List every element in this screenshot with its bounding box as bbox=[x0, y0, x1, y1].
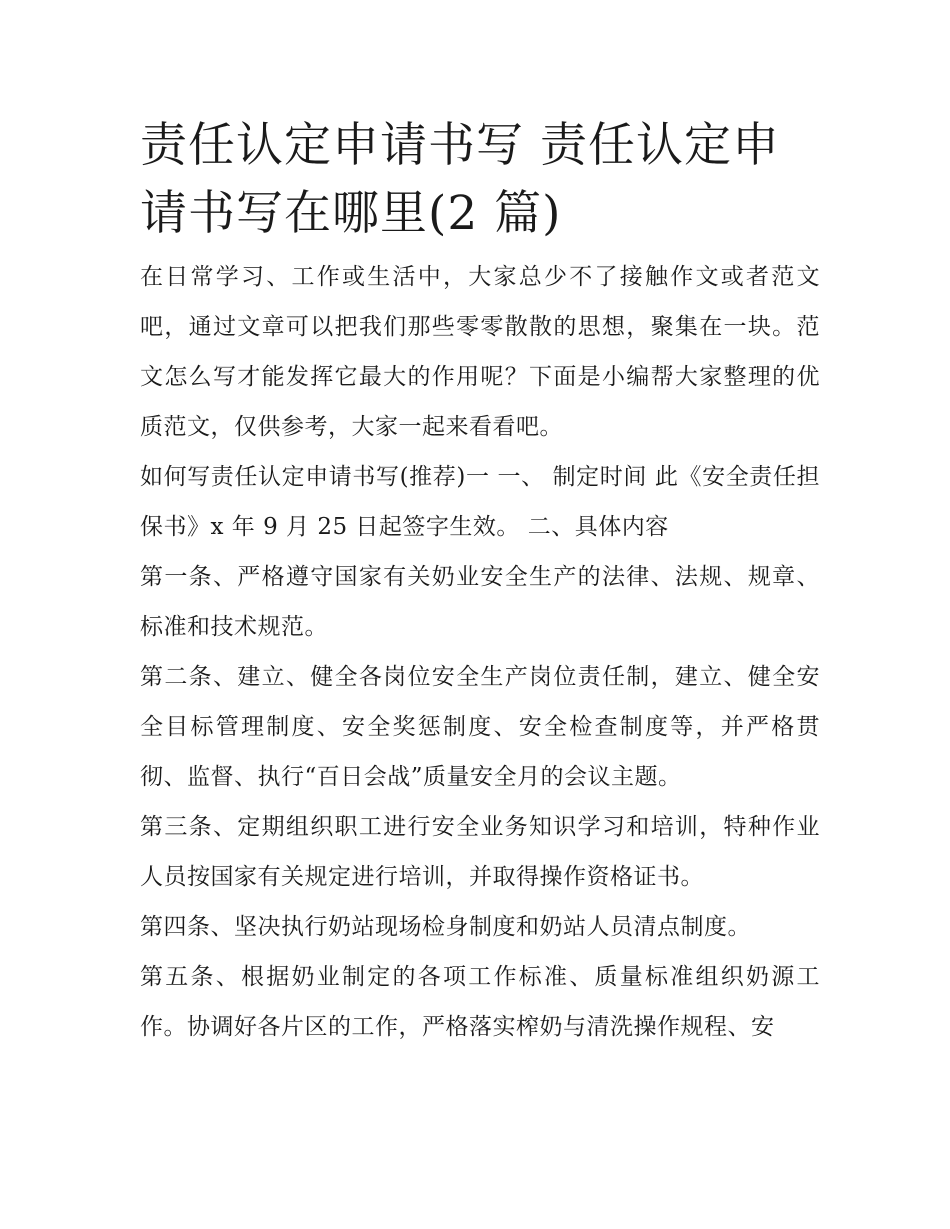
article-4-paragraph: 第四条、坚决执行奶站现场检身制度和奶站人员清点制度。 bbox=[140, 914, 751, 940]
section-heading-paragraph: 如何写责任认定申请书写(推荐)一 一、 制定时间 此《安全责任担保书》x 年 9 月 25 日起签字生效。 二、具体内容 bbox=[140, 464, 820, 540]
article-5-paragraph: 第五条、根据奶业制定的各项工作标准、质量标准组织奶源工作。协调好各片区的工作，严格落实榨奶与清洗操作规程、安 bbox=[140, 964, 820, 1040]
article-2-paragraph: 第二条、建立、健全各岗位安全生产岗位责任制，建立、健全安全目标管理制度、安全奖惩制度、安全检查制度等，并严格贯彻、监督、执行“百日会战”质量安全月的会议主题。 bbox=[140, 664, 820, 790]
document-title: 责任认定申请书写 责任认定申请书写在哪里(2 篇) bbox=[140, 118, 780, 241]
document-body bbox=[140, 112, 820, 1052]
article-3-paragraph: 第三条、定期组织职工进行安全业务知识学习和培训，特种作业人员按国家有关规定进行培训，并取得操作资格证书。 bbox=[140, 814, 820, 890]
intro-paragraph: 在日常学习、工作或生活中，大家总少不了接触作文或者范文吧，通过文章可以把我们那些零零散散的思想，聚集在一块。范文怎么写才能发挥它最大的作用呢？下面是小编帮大家整理的优质范文，仅供参考，大家一起来看看吧。 bbox=[140, 264, 820, 440]
article-1-paragraph: 第一条、严格遵守国家有关奶业安全生产的法律、法规、规章、标准和技术规范。 bbox=[140, 564, 820, 640]
